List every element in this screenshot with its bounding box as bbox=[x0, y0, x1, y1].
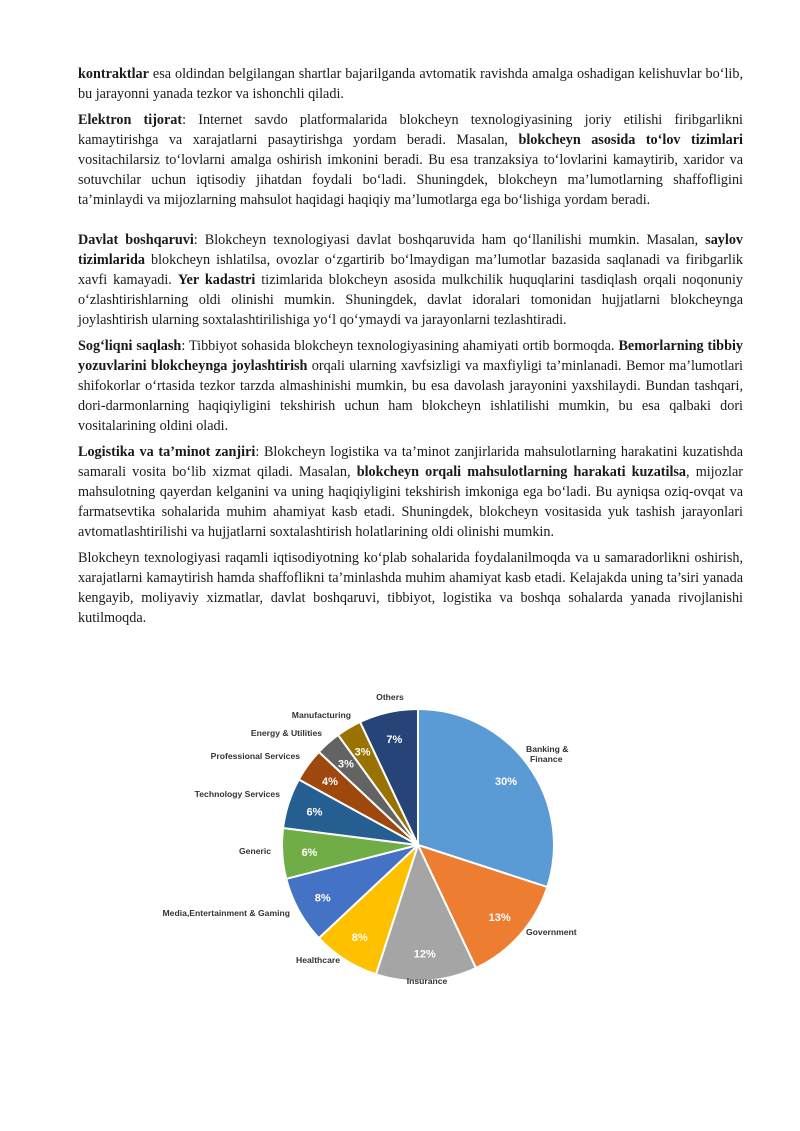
slice-category-label: Government bbox=[526, 927, 577, 937]
slice-category-label: Media,Entertainment & Gaming bbox=[162, 908, 290, 918]
bold-text: Yer kadastri bbox=[177, 272, 256, 288]
slice-category-label: Healthcare bbox=[296, 955, 340, 965]
slice-percent-label: 3% bbox=[338, 758, 354, 771]
bold-text: Logistika va ta’minot zanjiri bbox=[78, 444, 256, 460]
text-run: orqali ularning xavfsizligi va maxfiyligi ta’minlanadi. Bemor ma’lumotlari shifokorlar o‘rtasida tezkor tarzda almashinishi mumkin, bu esa davolash jarayonini yaxshilaydi. Bundan tashqari, dori-darmonlarning haqiqiyligini tekshirish uchun ham blokcheyn ishlatilishi mumkin, bu esa qalbaki dori vositalarining oldini oladi. bbox=[78, 358, 744, 434]
paragraph bbox=[78, 336, 743, 436]
slice-category-label: Generic bbox=[238, 846, 271, 856]
slice-percent-label: 8% bbox=[351, 931, 368, 944]
slice-percent-label: 4% bbox=[322, 776, 338, 788]
slice-category-label: Banking & bbox=[526, 744, 569, 754]
document-body bbox=[78, 64, 743, 634]
text-run: , mijozlar mahsulotning qayerdan kelganini va uning haqiqiyligini tekshirish imkoniga ega bo‘ladi. Bu ayniqsa oziq-ovqat va farmatsevtika sohalarida muhim ahamiyat kasb etadi. Shuningdek, blokcheyn vositasida yuk tashish jarayonlari avtomatlashtirilishi va hujjatlarni soxtalashtirish holatlarining oldi olinishi mumkin. bbox=[78, 464, 743, 540]
slice-category-label: Professional Services bbox=[210, 751, 300, 761]
slice-percent-label: 6% bbox=[306, 806, 323, 819]
text-run: tizimlarida blokcheyn asosida mulkchilik huquqlarini tasdiqlash orqali noqonuniy o‘zlashtirishlarning oldi olinishi mumkin. Shuningdek, davlat idoralari tomonidan hujjatlarni blokcheynga joylashtirish ularning soxtalashtirilishiga yo‘l qo‘ymaydi va jarayonlarni tezlashtiradi. bbox=[78, 272, 743, 328]
text-run: vositachilarsiz to‘lovlarni amalga oshirish imkonini beradi. Bu esa tranzaksiya to‘lovlarini kamaytirib, xaridor va sotuvchilar uchun iqtisodiy jihatdan foydali bo‘ladi. Shuningdek, blokcheyn ma’lumotlarning shaffofligini ta’minlaydi va mijozlarning mahsulot haqidagi haqiqiy ma’lumotlarga ega bo‘lishiga yordam beradi. bbox=[78, 152, 743, 208]
slice-percent-label: 3% bbox=[354, 746, 371, 759]
text-run: : Blokcheyn texnologiyasi davlat boshqaruvida ham qo‘llanilishi mumkin. Masalan, bbox=[193, 232, 706, 248]
text-run: : Blokcheyn logistika va ta’minot zanjirlarida mahsulotlarning harakatini kuzatishda samarali vosita bo‘lib xizmat qiladi. Masalan, bbox=[78, 444, 743, 480]
slice-percent-label: 12% bbox=[413, 948, 436, 961]
slice-category-label: Insurance bbox=[406, 976, 448, 986]
slice-category-label: Technology Services bbox=[194, 789, 280, 799]
slice-percent-label: 30% bbox=[494, 776, 518, 788]
paragraph bbox=[78, 548, 743, 628]
text-run: : Tibbiyot sohasida blokcheyn texnologiyasining ahamiyati ortib bormoqda. bbox=[181, 338, 619, 354]
slice-percent-label: 6% bbox=[301, 846, 318, 859]
text-run: : Internet savdo platformalarida blokcheyn texnologiyasining joriy etilishi firibgarlikni kamaytirishga va xarajatlarni pasaytirishga yordam beradi. Masalan, bbox=[78, 112, 743, 148]
bold-text: Elektron tijorat bbox=[78, 112, 183, 128]
text-run: esa oldindan belgilangan shartlar bajarilganda avtomatik ravishda amalga oshadigan kelishuvlar bo‘lib, bu jarayonni yanada tezkor va ishonchli qiladi. bbox=[78, 66, 743, 102]
slice-category-label: Others bbox=[376, 692, 404, 702]
slice-percent-label: 13% bbox=[488, 912, 511, 924]
bold-text: kontraktlar bbox=[78, 66, 149, 82]
pie-chart bbox=[140, 690, 600, 990]
bold-text: saylov tizimlarida bbox=[78, 232, 744, 268]
text-run: Blokcheyn texnologiyasi raqamli iqtisodiyotning ko‘plab sohalarida foydalanilmoqda va u samaradorlikni oshirish, xarajatlarni kamaytirish hamda shaffoflikni ta’minlashda muhim ahamiyat kasb etadi. Kelajakda uning ta’siri yanada kengayib, moliyaviy xizmatlar, davlat boshqaruvi, tibbiyot, logistika va boshqa sohalarda yanada rivojlanishi kutilmoqda. bbox=[78, 550, 743, 626]
slice-percent-label: 8% bbox=[314, 892, 331, 905]
bold-text: blokcheyn asosida to‘lov tizimlari bbox=[518, 132, 743, 148]
pie-chart-svg bbox=[140, 690, 600, 990]
paragraph bbox=[78, 442, 743, 542]
slice-category-label: Energy & Utilities bbox=[250, 728, 322, 738]
bold-text: blokcheyn orqali mahsulotlarning harakati kuzatilsa bbox=[356, 464, 687, 480]
slice-percent-label: 7% bbox=[386, 733, 403, 746]
bold-text: Davlat boshqaruvi bbox=[78, 232, 194, 248]
paragraph bbox=[78, 64, 743, 104]
bold-text: Sog‘liqni saqlash bbox=[78, 338, 182, 354]
slice-category-label: Finance bbox=[530, 754, 563, 764]
text-run: blokcheyn ishlatilsa, ovozlar o‘zgartirib bo‘lmaydigan ma’lumotlar bazasida saqlanadi va firibgarlik xavfi kamayadi. bbox=[78, 252, 743, 288]
paragraph bbox=[78, 110, 743, 210]
paragraph bbox=[78, 230, 743, 330]
bold-text: Bemorlarning tibbiy yozuvlarini blokcheynga joylashtirish bbox=[78, 338, 743, 374]
slice-category-label: Manufacturing bbox=[291, 710, 351, 720]
